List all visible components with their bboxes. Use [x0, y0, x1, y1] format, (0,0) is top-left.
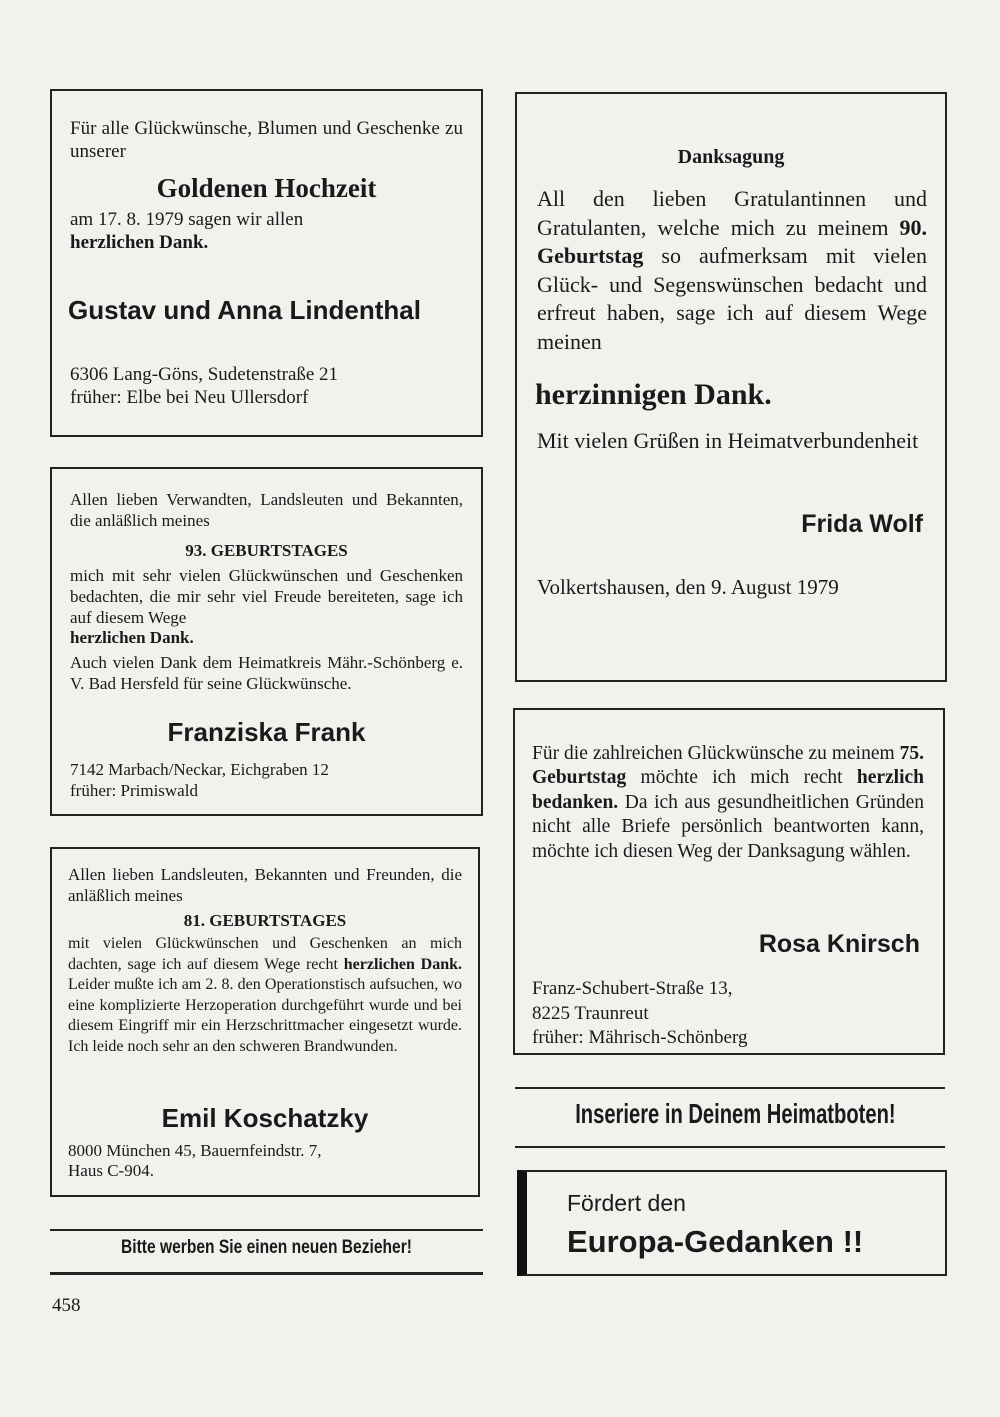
ad5-address1: Franz-Schubert-Straße 13, [532, 978, 733, 999]
ad-golden-wedding [50, 89, 483, 437]
ad3-thanks: herzlichen Dank. [343, 955, 463, 973]
ad3-body [68, 934, 462, 1057]
ad1-intro: Für alle Glückwünsche, Blumen und Geschenke zu unserer [70, 118, 463, 162]
ad4-greeting: Mit vielen Grüßen in Heimatverbundenheit [537, 428, 919, 453]
ad4-bold-birthday: 90. Geburtstag [537, 214, 927, 268]
ad5-body-c: Da ich aus gesundheitlichen Gründen nicht alle Briefe persönlich beantworten kann, möchte ich diesen Weg der Danksagung wählen. [532, 791, 925, 862]
ad1-address1: 6306 Lang-Göns, Sudetenstraße 21 [70, 364, 339, 385]
europa-line2: Europa-Gedanken !! [567, 1224, 864, 1259]
ad2-occasion: 93. GEBURTSTAGES [185, 541, 348, 560]
ad2-address2: früher: Primiswald [70, 781, 198, 800]
ad1-headline: Goldenen Hochzeit [156, 173, 377, 203]
ad2-address1: 7142 Marbach/Neckar, Eichgraben 12 [70, 760, 329, 779]
banner-right-bottom-rule [515, 1146, 945, 1148]
ad5-address3: früher: Mährisch-Schönberg [532, 1027, 748, 1048]
ad5-name: Rosa Knirsch [758, 930, 920, 958]
ad2-body2: Auch vielen Dank dem Heimatkreis Mähr.-Schönberg e. V. Bad Hersfeld für seine Glückwünsche. [70, 653, 463, 693]
ad1-thanks: herzlichen Dank. [70, 232, 209, 253]
ad-93rd-birthday [50, 467, 483, 816]
ad-75th-birthday [513, 708, 945, 1055]
ad5-body-a: Für die zahlreichen Glückwünsche zu meinem [532, 743, 895, 764]
ad4-place-date: Volkertshausen, den 9. August 1979 [537, 575, 839, 599]
ad4-headline: herzinnigen Dank. [535, 378, 772, 411]
ad1-name: Gustav und Anna Lindenthal [68, 295, 421, 325]
ad5-bold-thanks: herzlich bedanken. [532, 767, 924, 813]
ad3-intro: Allen lieben Landsleuten, Bekannten und Freunden, die anläßlich meines [68, 865, 462, 905]
ad3-address2: Haus C-904. [68, 1161, 154, 1180]
ad4-name: Frida Wolf [801, 510, 923, 538]
banner-right-top-rule [515, 1087, 945, 1089]
ad3-body-a: mit vielen Glückwünschen und Geschenken an mich dachten, sage ich auf diesem Wege recht [68, 935, 462, 973]
ad4-body-b: so aufmerksam mit vielen Glück- und Segenswünschen bedacht und erfreut haben, sage ich auf diesem Wege meinen [537, 243, 928, 354]
ad2-name: Franziska Frank [167, 717, 366, 747]
ad5-address2: 8225 Traunreut [532, 1003, 649, 1024]
ad4-body-a: All den lieben Gratulantinnen und Gratulanten, welche mich zu meinem [537, 186, 927, 240]
ad2-body: mich mit sehr vielen Glückwünschen und Geschenken bedachten, die mir sehr viel Freude bereiteten, sage ich auf diesem Wege [70, 566, 463, 627]
ad3-occasion: 81. GEBURTSTAGES [183, 911, 347, 930]
ad5-body [532, 742, 924, 864]
ad3-body-b: Leider mußte ich am 2. 8. den Operationstisch aufsuchen, wo eine komplizierte Herzoperation durchgeführt wurde und bei diesem Eingriff mir ein Herzschrittmacher eingesetzt wurde. Ich leide noch sehr an den schweren Brandwunden. [68, 976, 462, 1055]
ad4-title: Danksagung [677, 146, 785, 168]
ad3-name: Emil Koschatzky [161, 1103, 369, 1133]
page-number: 458 [52, 1295, 81, 1316]
ad2-intro: Allen lieben Verwandten, Landsleuten und Bekannten, die anläßlich meines [70, 490, 463, 530]
europa-box [517, 1170, 947, 1276]
ad1-address2: früher: Elbe bei Neu Ullersdorf [70, 387, 309, 408]
ad4-body [537, 185, 927, 356]
banner-left-bottom-rule [50, 1272, 483, 1275]
ad-81st-birthday [50, 847, 480, 1197]
banner-left-top-rule [50, 1229, 483, 1231]
ad-danksagung-90th [515, 92, 947, 682]
ad3-address1: 8000 München 45, Bauernfeindstr. 7, [68, 1141, 322, 1160]
ad2-thanks: herzlichen Dank. [70, 628, 194, 647]
europa-line1: Fördert den [567, 1190, 686, 1216]
ad5-bold-birthday: 75. Geburtstag [532, 743, 925, 789]
banner-left-text: Bitte werben Sie einen neuen Bezieher! [121, 1237, 412, 1258]
banner-right-text: Inseriere in Deinem Heimatboten! [575, 1098, 896, 1129]
ad5-body-b: möchte ich mich recht [640, 767, 843, 789]
ad1-line1: am 17. 8. 1979 sagen wir allen [70, 209, 304, 230]
